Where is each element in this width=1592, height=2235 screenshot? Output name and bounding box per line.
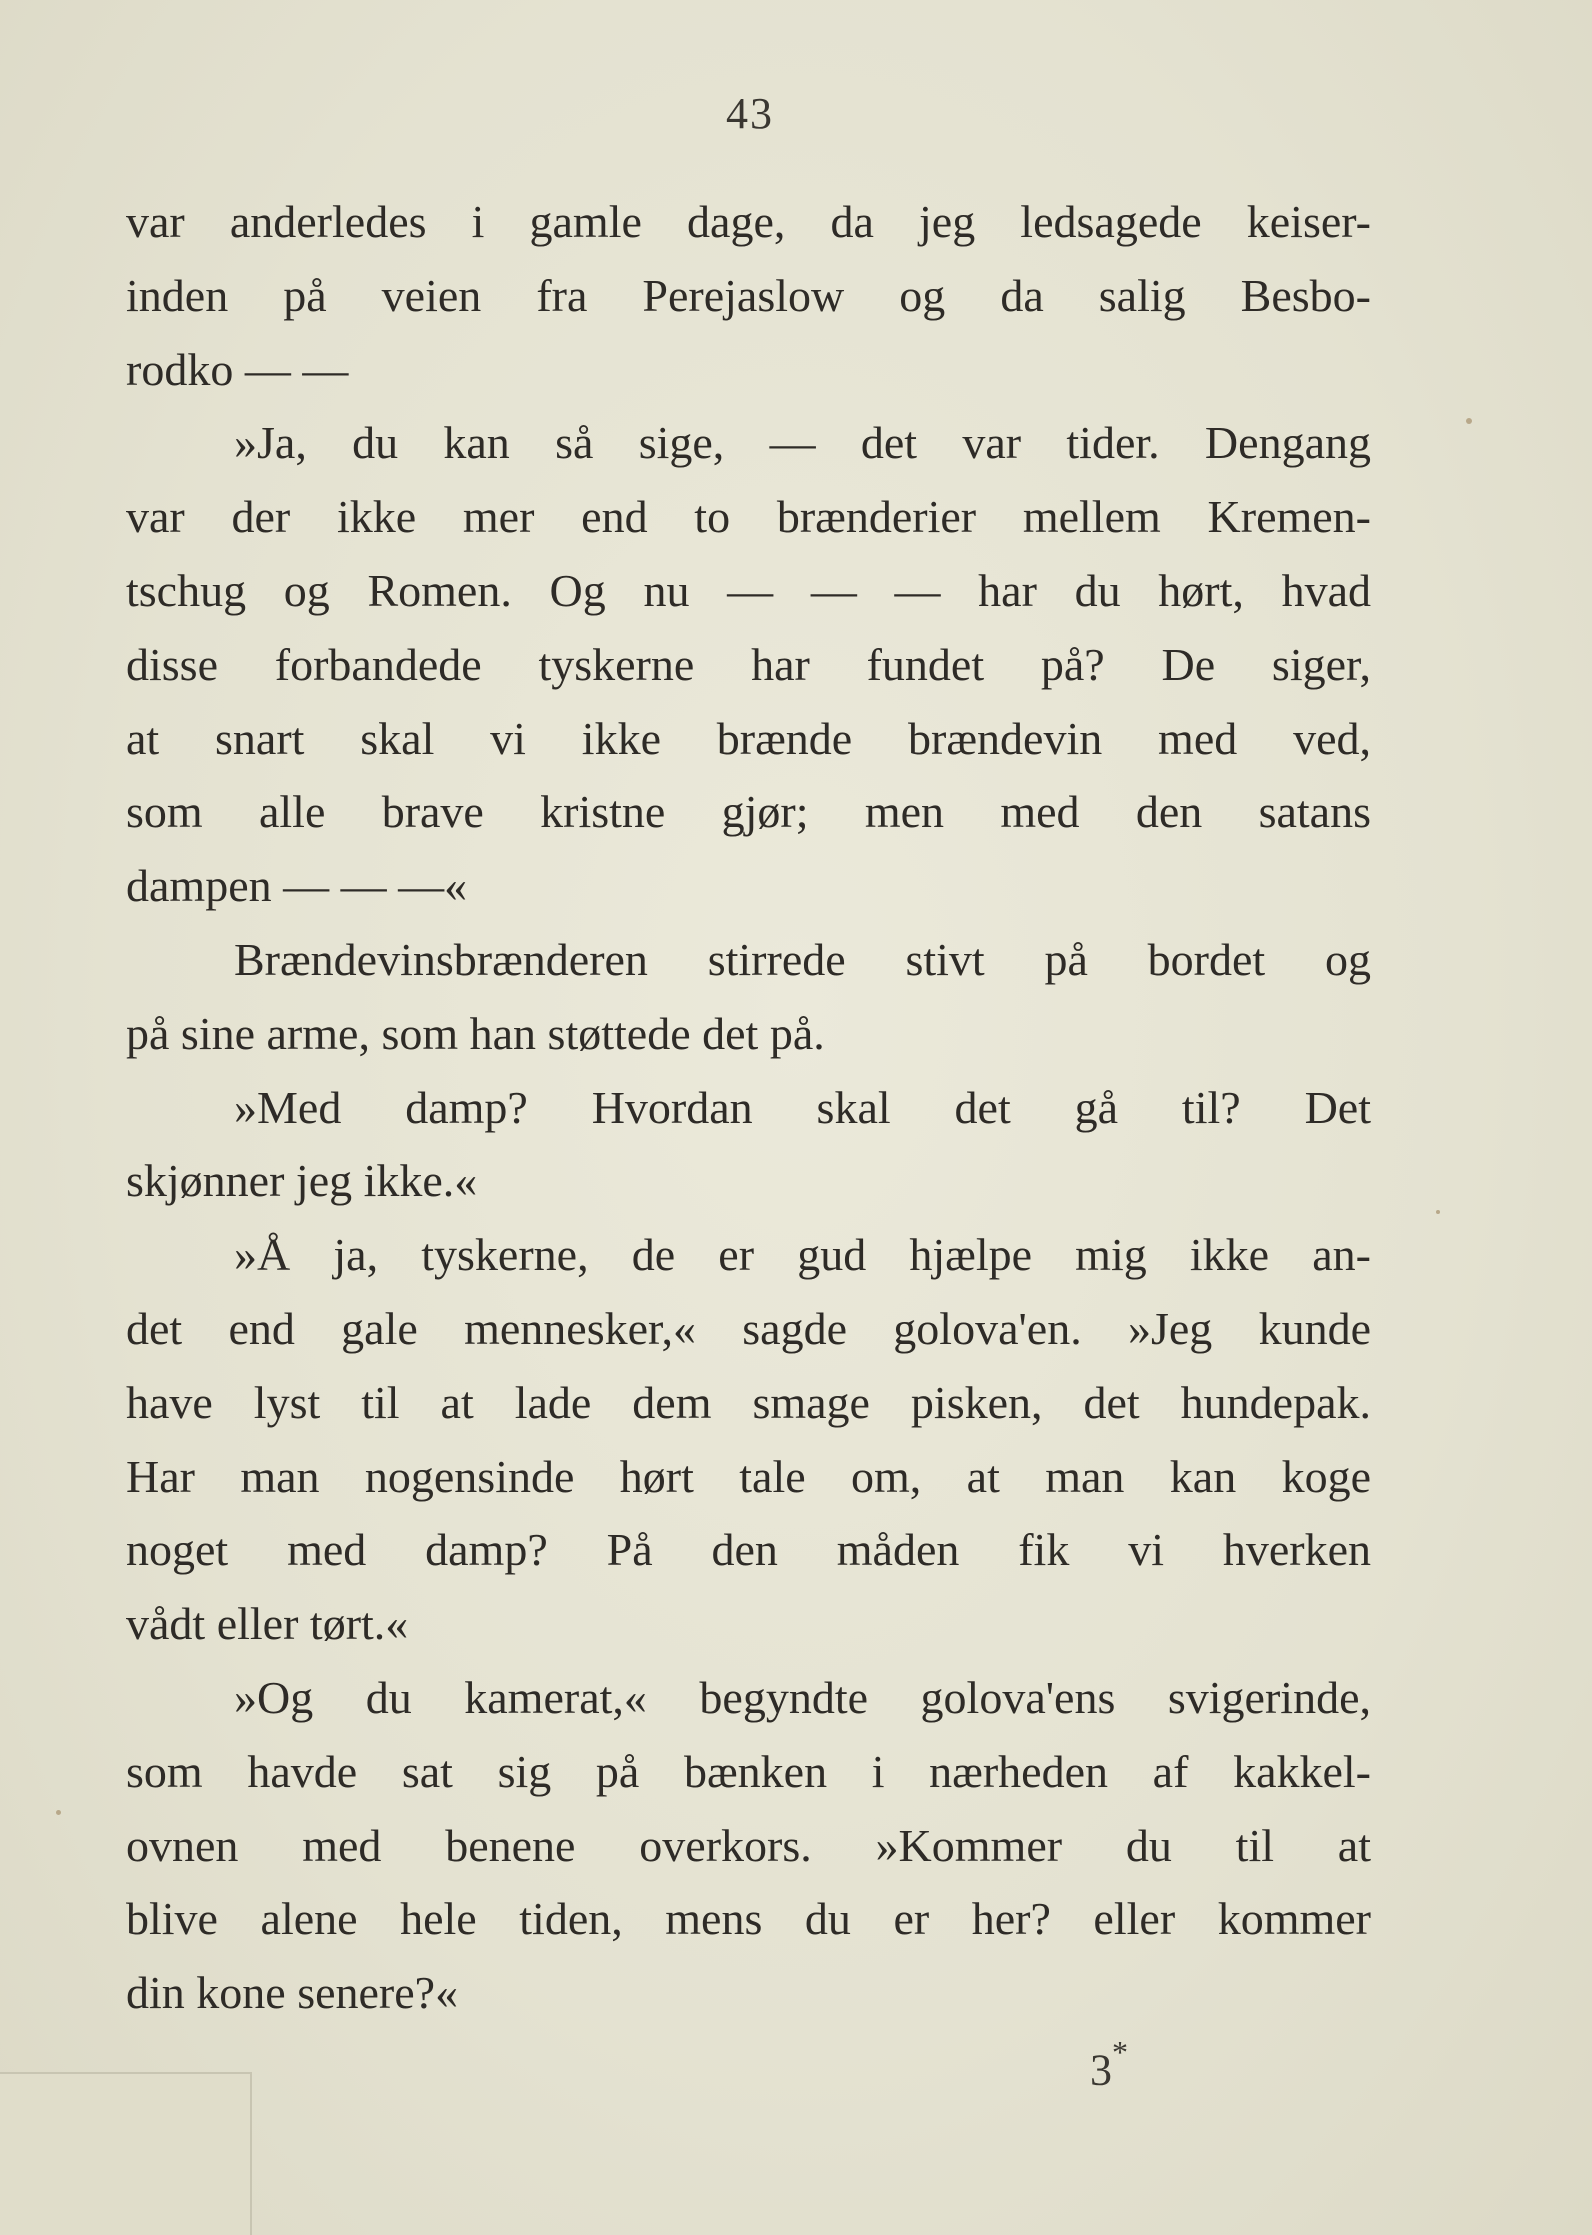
text-line: var der ikke mer end to brænderier mellem Kremen-	[126, 491, 1371, 543]
text-line: rodko — —	[126, 343, 349, 395]
text-line: din kone senere?«	[126, 1967, 459, 2019]
body-text	[126, 185, 1371, 2030]
text-line: Brændevinsbrænderen stirrede stivt på bordet og	[234, 933, 1371, 985]
signature-mark	[1090, 2034, 1128, 2096]
text-line: noget med damp? På den måden fik vi hverken	[126, 1524, 1371, 1576]
text-line: Har man nogensinde hørt tale om, at man kan koge	[126, 1450, 1371, 1502]
page-number: 43	[726, 89, 774, 138]
text-line: på sine arme, som han støttede det på.	[126, 1007, 825, 1059]
text-line: var anderledes i gamle dage, da jeg ledsagede keiser-	[126, 196, 1371, 247]
text-line: have lyst til at lade dem smage pisken, det hundepak.	[126, 1376, 1371, 1428]
text-line: det end gale mennesker,« sagde golova'en. »Jeg kunde	[126, 1302, 1371, 1354]
paper-tab-edge	[0, 2072, 252, 2235]
text-line: tschug og Romen. Og nu — — — har du hørt, hvad	[126, 564, 1371, 616]
text-line: som havde sat sig på bænken i nærheden af kakkel-	[126, 1745, 1371, 1797]
signature-star: *	[1112, 2034, 1128, 2070]
text-line: som alle brave kristne gjør; men med den satans	[126, 786, 1371, 838]
text-line: vådt eller tørt.«	[126, 1598, 409, 1650]
text-line: »Med damp? Hvordan skal det gå til? Det	[234, 1081, 1371, 1133]
text-line: disse forbandede tyskerne har fundet på? De siger,	[126, 638, 1371, 690]
text-line: »Og du kamerat,« begyndte golova'ens svigerinde,	[234, 1671, 1371, 1723]
signature-number: 3	[1090, 2045, 1112, 2095]
text-line: skjønner jeg ikke.«	[126, 1155, 478, 1207]
text-line: »Å ja, tyskerne, de er gud hjælpe mig ikke an-	[234, 1229, 1371, 1281]
paper-speck	[56, 1810, 61, 1815]
text-line: dampen — — —«	[126, 860, 468, 912]
paper-speck	[1466, 418, 1472, 424]
text-line: inden på veien fra Perejaslow og da salig Besbo-	[126, 269, 1371, 321]
text-line: at snart skal vi ikke brænde brændevin med ved,	[126, 712, 1371, 764]
paper-speck	[1436, 1210, 1440, 1214]
text-line: blive alene hele tiden, mens du er her? eller kommer	[126, 1893, 1371, 1945]
text-line: ovnen med benene overkors. »Kommer du til at	[126, 1819, 1371, 1871]
text-line: »Ja, du kan så sige, — det var tider. Dengang	[234, 417, 1371, 469]
